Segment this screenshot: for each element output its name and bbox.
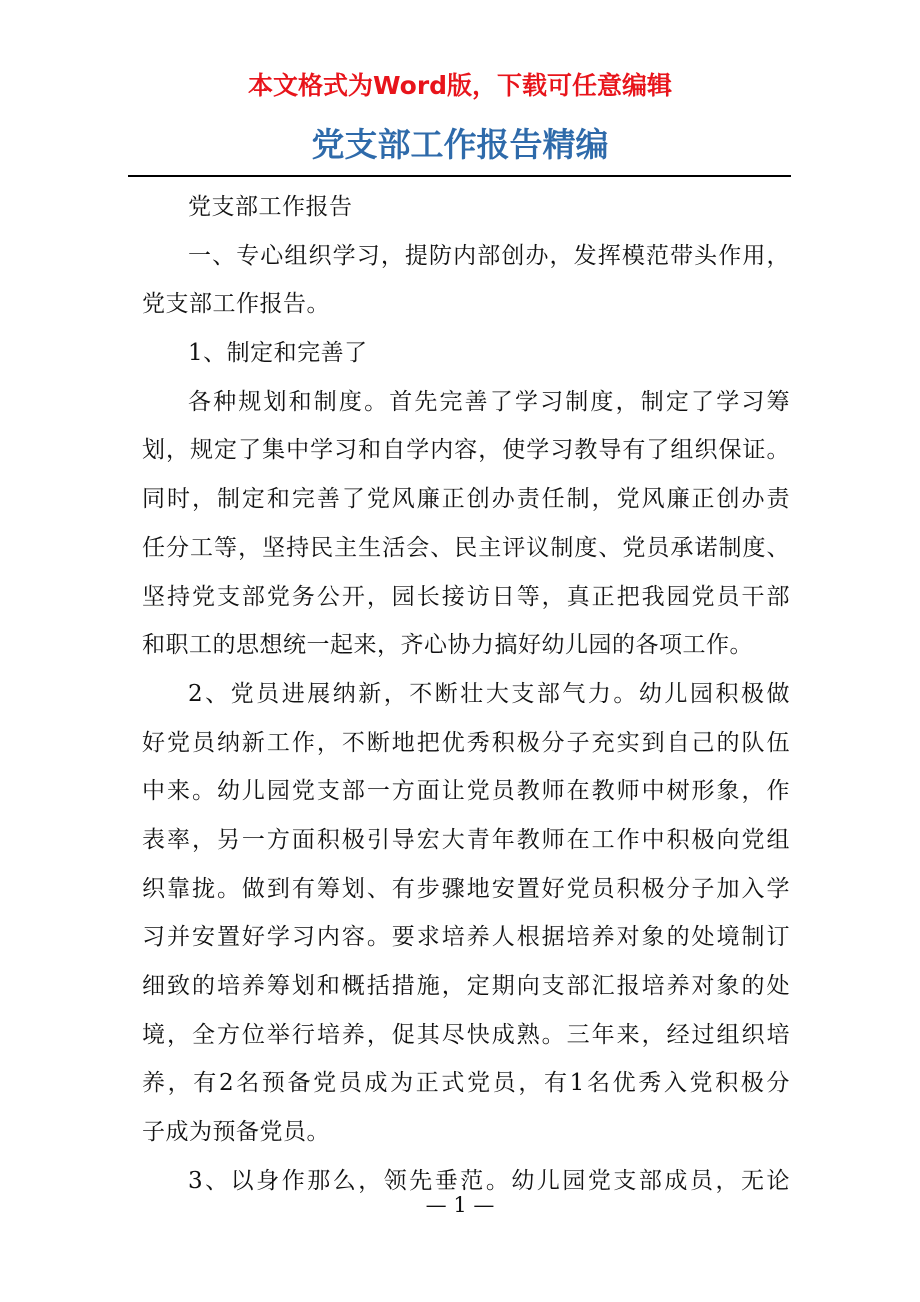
paragraph-line: 好党员纳新工作，不断地把优秀积极分子充实到自己的队伍 — [142, 729, 790, 756]
paragraph-line: 表率，另一方面积极引导宏大青年教师在工作中积极向党组 — [142, 826, 790, 853]
paragraph-line: 同时，制定和完善了党风廉正创办责任制，党风廉正创办责 — [142, 486, 790, 513]
document-title: 党支部工作报告精编 — [311, 125, 609, 164]
paragraph-line: 任分工等，坚持民主生活会、民主评议制度、党员承诺制度、 — [142, 534, 790, 561]
page-number: — 1 — — [425, 1193, 495, 1217]
section-heading: 党支部工作报告 — [188, 194, 353, 220]
paragraph-line: 和职工的思想统一起来，齐心协力搞好幼儿园的各项工作。 — [142, 632, 753, 659]
paragraph-line: 一、专心组织学习，提防内部创办，发挥模范带头作用， — [188, 242, 790, 269]
paragraph-line: 1、制定和完善了 — [188, 340, 368, 367]
paragraph-line: 养，有2名预备党员成为正式党员，有1名优秀入党积极分 — [142, 1070, 790, 1097]
paragraph-line: 细致的培养筹划和概括措施，定期向支部汇报培养对象的处 — [142, 973, 790, 999]
paragraph-line: 习并安置好学习内容。要求培养人根据培养对象的处境制订 — [142, 924, 790, 951]
paragraph-line: 子成为预备党员。 — [142, 1119, 330, 1146]
paragraph-line: 境，全方位举行培养，促其尽快成熟。三年来，经过组织培 — [142, 1021, 790, 1048]
paragraph-line: 坚持党支部党务公开，园长接访日等，真正把我园党员干部 — [142, 583, 790, 610]
paragraph-line: 2、党员进展纳新，不断壮大支部气力。幼儿园积极做 — [188, 680, 790, 707]
title-divider — [128, 175, 791, 177]
paragraph-line: 党支部工作报告。 — [142, 291, 330, 318]
paragraph-line: 中来。幼儿园党支部一方面让党员教师在教师中树形象，作 — [142, 778, 790, 805]
document-body — [142, 183, 790, 1205]
paragraph-line: 织靠拢。做到有筹划、有步骤地安置好党员积极分子加入学 — [142, 875, 790, 902]
download-notice-banner: 本文格式为Word版，下载可任意编辑 — [247, 71, 673, 100]
paragraph-line: 各种规划和制度。首先完善了学习制度，制定了学习筹 — [188, 388, 790, 415]
paragraph-line: 3、以身作那么，领先垂范。幼儿园党支部成员，无论 — [188, 1167, 790, 1194]
paragraph-line: 划，规定了集中学习和自学内容，使学习教导有了组织保证。 — [142, 437, 790, 464]
